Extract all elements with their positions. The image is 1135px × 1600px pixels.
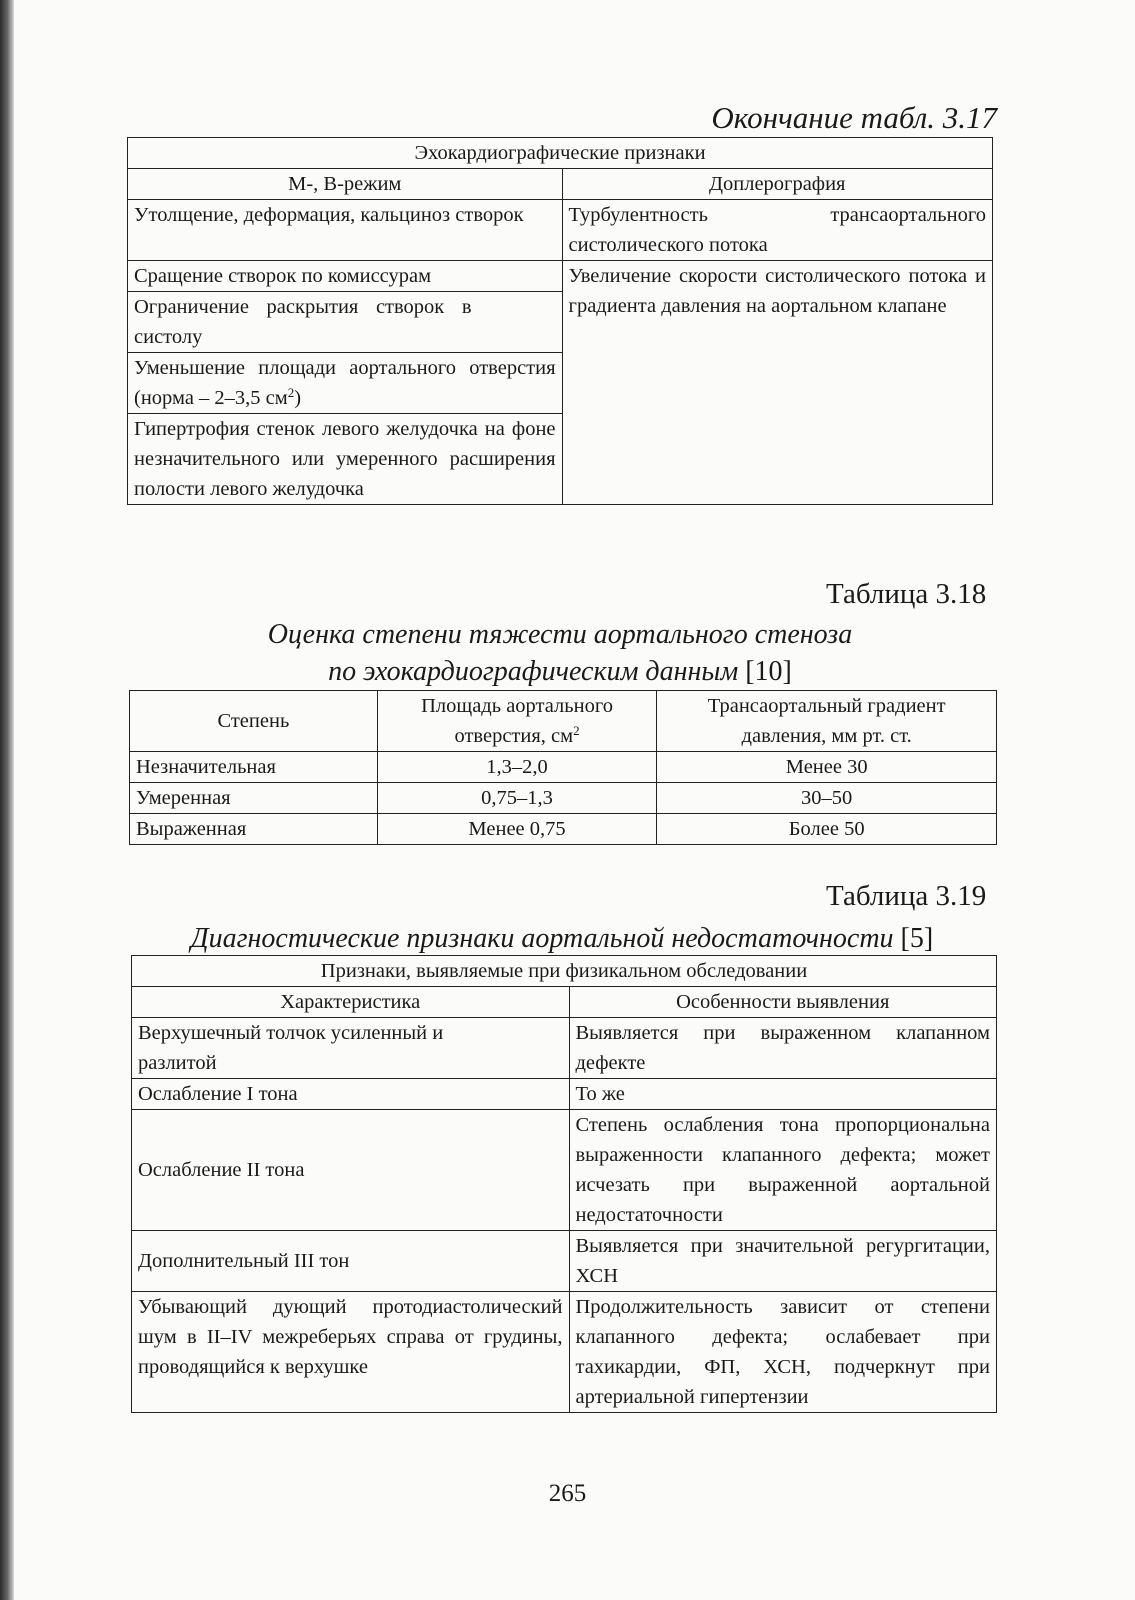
table-cell: Выраженная: [130, 814, 378, 845]
book-spine-shadow: [0, 0, 14, 1600]
table-row: [132, 956, 997, 987]
table-cell: Более 50: [657, 814, 997, 845]
table-318-caption: Оценка степени тяжести аортального стеноза по эхокардиографическим данным [10]: [267, 619, 853, 687]
col-header: Площадь аортального отверстия, $см^2$: [377, 691, 657, 752]
table-row: [132, 1292, 997, 1413]
table-cell: Убывающий дующий протодиастолический шум в II–IV межреберьях справа от грудины, проводящийся к верхушке: [132, 1292, 570, 1413]
table-row: [128, 261, 993, 292]
col-header: Характеристика: [132, 987, 570, 1018]
table-317: [127, 137, 993, 505]
page-number: 265: [548, 1480, 587, 1507]
table-row: [132, 1110, 997, 1231]
table-row: [128, 138, 993, 169]
col-header: Особенности выявления: [569, 987, 997, 1018]
table-cell: 0,75–1,3: [377, 783, 657, 814]
table-317-continuation-title: Окончание табл. 3.17: [711, 100, 997, 135]
table-cell: Выявляется при значительной регургитации, ХСН: [569, 1231, 997, 1292]
table-row: [130, 752, 997, 783]
table-cell: Верхушечный толчок усиленный и разлитой: [132, 1018, 570, 1079]
table-319-caption: Диагностические признаки аортальной недостаточности [5]: [190, 923, 934, 954]
table-cell: 1,3–2,0: [377, 752, 657, 783]
table-cell: Ослабление I тона: [132, 1079, 570, 1110]
col-header: Степень: [130, 691, 378, 752]
table-cell: Утолщение, деформация, кальциноз створок: [128, 200, 563, 261]
group-header: Эхокардиографические признаки: [128, 138, 993, 169]
table-row: [130, 783, 997, 814]
group-header: Признаки, выявляемые при физикальном обследовании: [132, 956, 997, 987]
table-cell: Гипертрофия стенок левого желудочка на фоне незначительного или умеренного расширения полости левого желудочка: [128, 414, 563, 505]
table-row: [132, 1018, 997, 1079]
col-header: Доплерография: [562, 169, 992, 200]
table-cell: Ограничение раскрытия створок в систолу: [128, 292, 563, 353]
table-row: [132, 987, 997, 1018]
table-cell: Менее 0,75: [377, 814, 657, 845]
table-cell: Турбулентность трансаортального систолического потока: [562, 200, 992, 261]
table-row: [130, 691, 997, 752]
table-319-number: Таблица 3.19: [826, 880, 987, 912]
table-cell: Ослабление II тона: [132, 1110, 570, 1231]
table-cell: То же: [569, 1079, 997, 1110]
table-cell: Уменьшение площади аортального отверстия (норма – 2–3,5 $см^2$): [128, 353, 563, 414]
table-cell: Степень ослабления тона пропорциональна выраженности клапанного дефекта; может исчезать при выраженной аортальной недостаточности: [569, 1110, 997, 1231]
col-header: М-, В-режим: [128, 169, 563, 200]
table-cell: Сращение створок по комиссурам: [128, 261, 563, 292]
table-row: [130, 814, 997, 845]
table-row: [132, 1231, 997, 1292]
table-318: [129, 690, 997, 845]
table-row: [132, 1079, 997, 1110]
table-cell: Продолжительность зависит от степени клапанного дефекта; ослабевает при тахикардии, ФП, ХСН, подчеркнут при артериальной гипертензии: [569, 1292, 997, 1413]
table-cell: Увеличение скорости систолического потока и градиента давления на аортальном клапане: [562, 261, 992, 505]
col-header: Трансаортальный градиент давления, мм рт. ст.: [657, 691, 997, 752]
table-319: [131, 955, 997, 1413]
table-cell: Выявляется при выраженном клапанном дефекте: [569, 1018, 997, 1079]
table-cell: Умеренная: [130, 783, 378, 814]
table-318-number: Таблица 3.18: [826, 578, 987, 610]
table-cell: Менее 30: [657, 752, 997, 783]
table-row: [128, 200, 993, 261]
table-row: [128, 169, 993, 200]
table-cell: Незначительная: [130, 752, 378, 783]
table-cell: 30–50: [657, 783, 997, 814]
table-cell: Дополнительный III тон: [132, 1231, 570, 1292]
